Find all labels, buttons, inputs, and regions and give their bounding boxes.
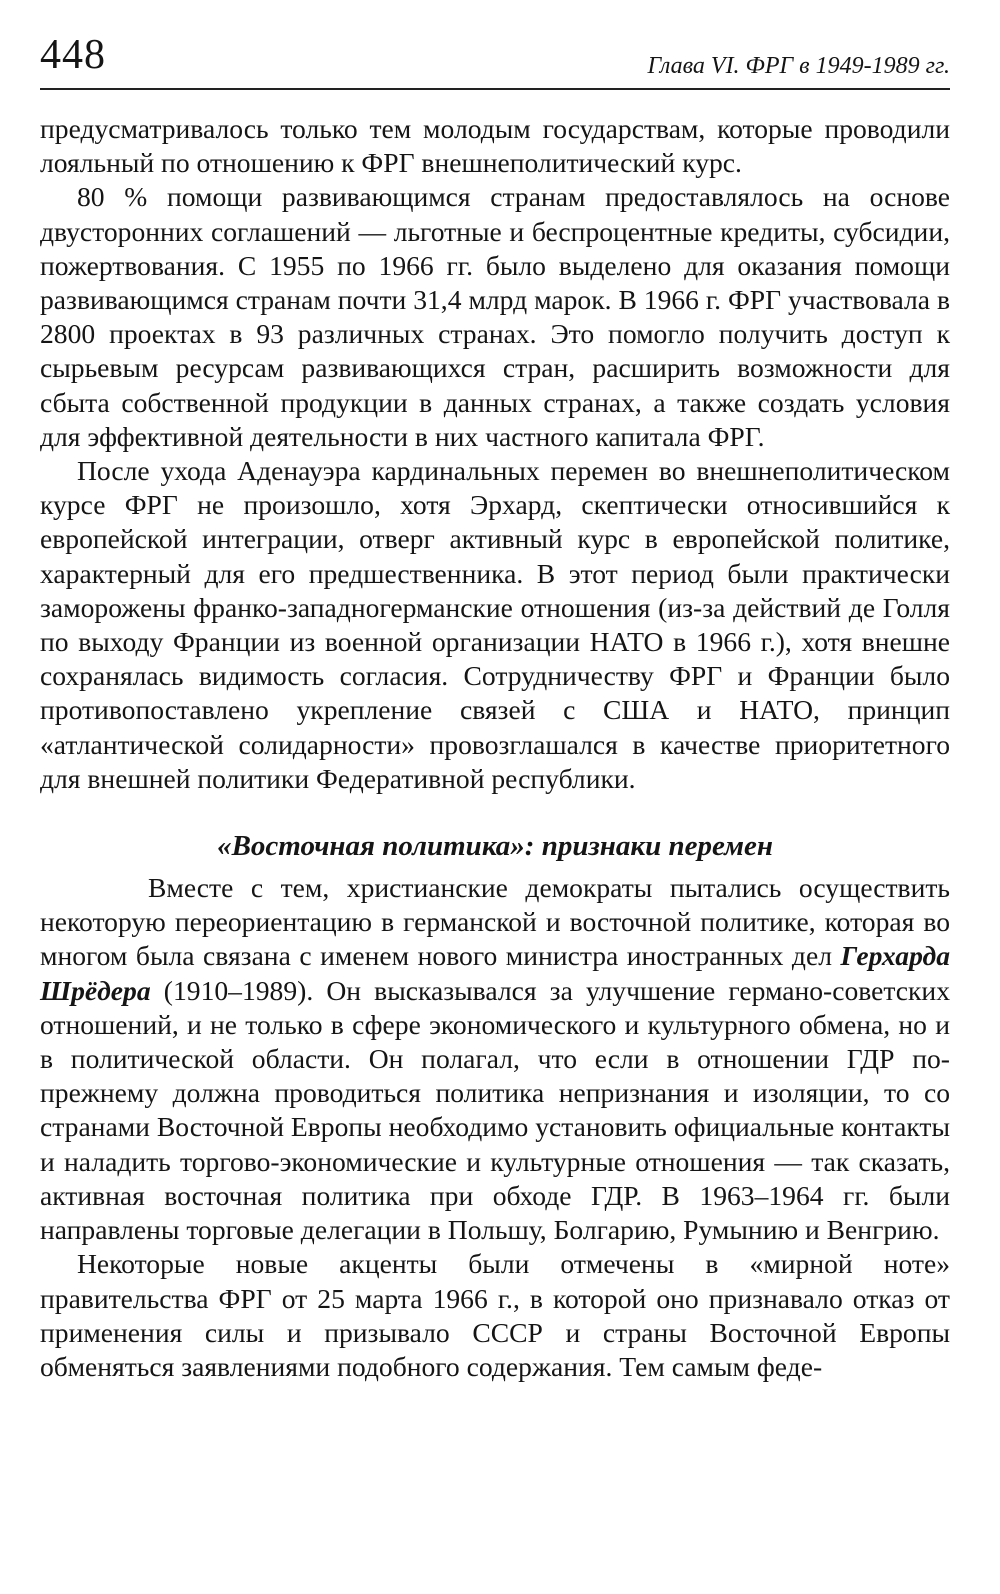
book-page xyxy=(40,30,950,1384)
running-head: Глава VI. ФРГ в 1949-1989 гг. xyxy=(647,53,950,79)
person-name: Герхарда Шрёдера xyxy=(40,940,950,1006)
page-header xyxy=(40,30,950,90)
paragraph-continued: предусматривалось только тем молодым государствам, которые проводили лояльный по отношению к ФРГ внешнеполитический курс. xyxy=(40,113,950,179)
paragraph-erhard-policy: После ухода Аденауэра кардинальных перемен во внешнеполитическом курсе ФРГ не произошло, хотя Эрхард, скептически относившийся к европейской интеграции, отверг активный курс в европейской политике, характерный для его предшественника. В этот период были практически заморожены франко-западногерманские отношения (из-за действий де Голля по выходу Франции из военной организации НАТО в 1966 г.), хотя внешне сохранялась видимость согласия. Сотрудничеству ФРГ и Франции было противопоставлено укрепление связей с США и НАТО, принцип «атлантической солидарности» провозглашался в качестве приоритетного для внешней политики Федеративной республики. xyxy=(40,455,950,794)
paragraph-eastern-policy xyxy=(40,871,950,1247)
page-body xyxy=(40,112,950,1384)
paragraph-text-after-name: (1910–1989). Он высказывался за улучшение германо-советских отношений, и не только в сфере экономического и культурного обмена, но и в политической области. Он полагал, что если в отношении ГДР по-прежнему должна проводиться политика непризнания и изоляции, то со странами Восточной Европы необходимо установить официальные контакты и наладить торгово-экономические и культурные отношения — так сказать, активная восточная политика при обходе ГДР. В 1963–1964 гг. были направлены торговые делегации в Польшу, Болгарию, Румынию и Венгрию. xyxy=(40,974,950,1246)
page-number: 448 xyxy=(40,32,106,78)
paragraph-peace-note: Некоторые новые акценты были отмечены в «мирной ноте» правительства ФРГ от 25 марта 1966 г., в которой оно признавало отказ от применения силы и призывало СССР и страны Восточной Европы обменяться заявлениями подобного содержания. Тем самым феде- xyxy=(40,1248,950,1382)
paragraph-development-aid: 80 % помощи развивающимся странам предоставлялось на основе двусторонних соглашений — льготные и беспроцентные кредиты, субсидии, пожертвования. С 1955 по 1966 гг. было выделено для оказания помощи развивающимся странам почти 31,4 млрд марок. В 1966 г. ФРГ участвовала в 2800 проектах в 93 различных странах. Это помогло получить доступ к сырьевым ресурсам развивающихся стран, расширить возможности для сбыта собственной продукции в данных странах, а также создать условия для эффективной деятельности в них частного капитала ФРГ. xyxy=(40,181,950,452)
section-title: «Восточная политика»: признаки перемен xyxy=(217,830,773,863)
paragraph-text-before-name: Вместе с тем, христианские демократы пытались осуществить некоторую переориентацию в германской и восточной политике, которая во многом была связана с именем нового министра иностранных дел xyxy=(40,872,950,972)
